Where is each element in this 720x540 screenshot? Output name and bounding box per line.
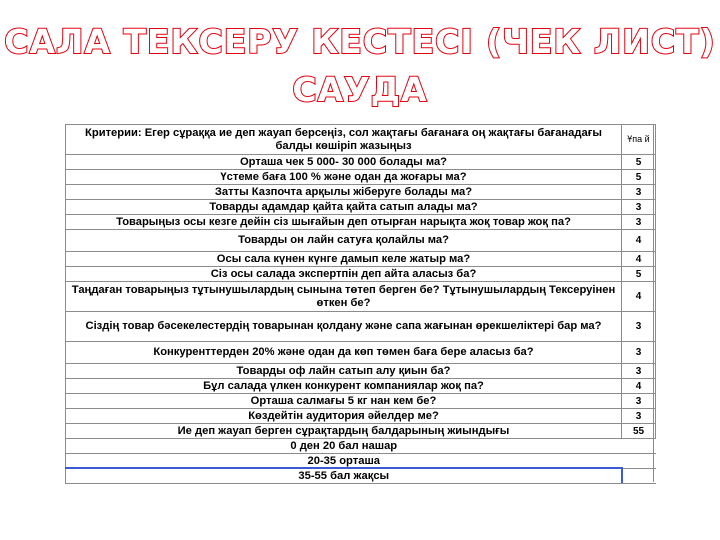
criterion-points: 5 (622, 155, 656, 170)
criterion-text: Товарды он лайн сатуға қолайлы ма? (66, 230, 622, 252)
criterion-text: Көздейтін аудитория әйелдер ме? (66, 409, 622, 424)
criterion-text: Орташа чек 5 000- 30 000 болады ма? (66, 155, 622, 170)
table-row-total (66, 424, 656, 439)
criterion-text: Товарды оф лайн сатып алу қиын ба? (66, 364, 622, 379)
criterion-text: Затты Казпочта арқылы жіберуге болады ма? (66, 185, 622, 200)
scale-empty-cell (622, 454, 656, 469)
scale-empty-cell (622, 439, 656, 454)
total-points: 55 (622, 424, 656, 439)
scale-row (66, 469, 656, 484)
table-row (66, 364, 656, 379)
criterion-text: Товарыңыз осы кезге дейін сіз шығайын деп отырған нарықта жоқ товар жоқ па? (66, 215, 622, 230)
table-row (66, 267, 656, 282)
points-header: Ұпа й (622, 125, 656, 155)
criterion-points: 3 (622, 364, 656, 379)
table-header-row (66, 125, 656, 155)
criterion-points: 5 (622, 267, 656, 282)
scale-text: 0 ден 20 бал нашар (66, 439, 622, 454)
slide-title: САЛА ТЕКСЕРУ КЕСТЕСІ (ЧЕК ЛИСТ) (4, 22, 716, 61)
table-row (66, 394, 656, 409)
criterion-points: 4 (622, 282, 656, 312)
criterion-text: Осы сала күнен күнге дамып келе жатыр ма? (66, 252, 622, 267)
table-row (66, 230, 656, 252)
table-row (66, 252, 656, 267)
table-row (66, 185, 656, 200)
table-row (66, 200, 656, 215)
criterion-points: 3 (622, 342, 656, 364)
criterion-points: 3 (622, 200, 656, 215)
criterion-points: 3 (622, 185, 656, 200)
criterion-points: 4 (622, 379, 656, 394)
table-row (66, 379, 656, 394)
criterion-points: 4 (622, 252, 656, 267)
criterion-text: Бұл салада үлкен конкурент компаниялар жоқ па? (66, 379, 622, 394)
selection-border (65, 467, 623, 469)
criterion-points: 4 (622, 230, 656, 252)
criterion-points: 3 (622, 215, 656, 230)
checklist-table (65, 124, 656, 484)
total-label: Ие деп жауап берген сұрақтардың балдарының жиындығы (66, 424, 622, 439)
criteria-header: Критерии: Егер сұраққа ие деп жауап берсеңіз, сол жақтағы бағанаға оң жақтағы бағанадағы балды көшіріп жазыңыз (66, 125, 622, 155)
table-row (66, 155, 656, 170)
table-row (66, 312, 656, 342)
criterion-points: 3 (622, 394, 656, 409)
table-row (66, 170, 656, 185)
selection-handle (621, 467, 623, 483)
criterion-points: 3 (622, 312, 656, 342)
scale-text: 35-55 бал жақсы (66, 469, 622, 484)
criterion-text: Конкуренттерден 20% және одан да көп төмен баға бере аласыз ба? (66, 342, 622, 364)
table-row (66, 215, 656, 230)
criterion-points: 5 (622, 170, 656, 185)
table-right-gridline (653, 124, 654, 482)
criterion-text: Таңдаған товарыңыз тұтынушылардың сынына төтеп берген бе? Тұтынушылардың Тексеруінен өткен бе? (66, 282, 622, 312)
slide-subtitle: САУДА (292, 70, 428, 109)
table-row (66, 409, 656, 424)
criterion-text: Товарды адамдар қайта қайта сатып алады ма? (66, 200, 622, 215)
criterion-text: Орташа салмағы 5 кг нан кем бе? (66, 394, 622, 409)
table-row (66, 282, 656, 312)
table-row (66, 342, 656, 364)
criterion-text: Үстеме баға 100 % және одан да жоғары ма? (66, 170, 622, 185)
scale-empty-cell (622, 469, 656, 484)
criterion-text: Сіз осы салада экспертпін деп айта аласыз ба? (66, 267, 622, 282)
checklist-sheet (65, 124, 655, 482)
criterion-points: 3 (622, 409, 656, 424)
criterion-text: Сіздің товар бәсекелестердің товарынан қолдану және сапа жағынан өрекшеліктері бар ма? (66, 312, 622, 342)
scale-text: 20-35 орташа (66, 454, 622, 469)
scale-row (66, 439, 656, 454)
